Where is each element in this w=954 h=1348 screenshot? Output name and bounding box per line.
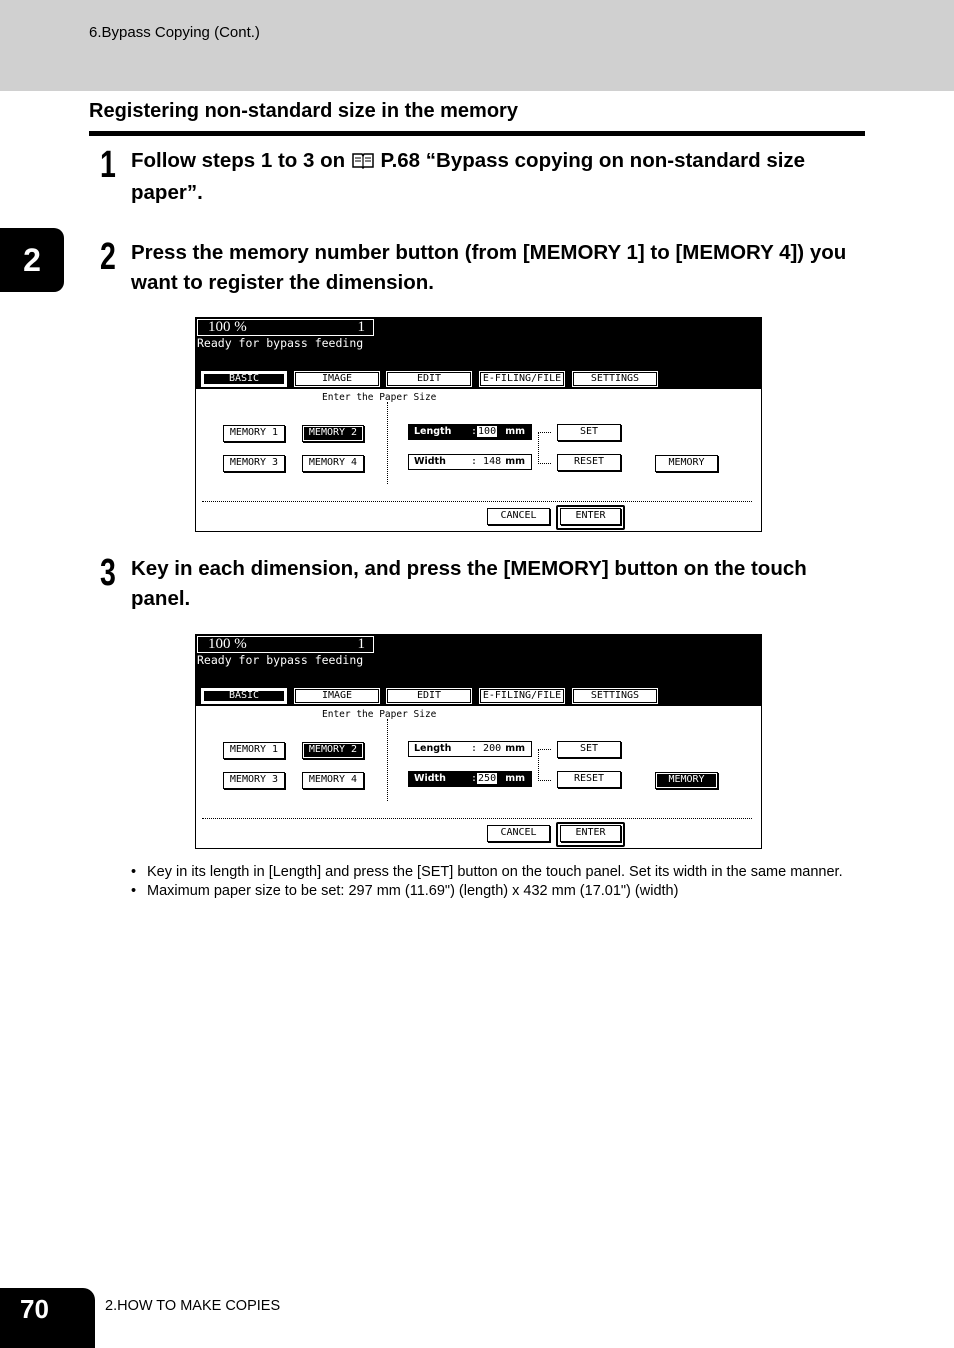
memory-3-button[interactable]: MEMORY 3 [223, 455, 285, 472]
section-title: Registering non-standard size in the memory [89, 100, 518, 122]
width-value: 148 [483, 456, 502, 467]
memory-3-button[interactable]: MEMORY 3 [223, 772, 285, 789]
length-field[interactable]: Length :100 mm [408, 424, 532, 440]
copy-count: 1 [357, 636, 365, 652]
step-text [131, 146, 871, 208]
zoom-ratio: 100 % [208, 319, 247, 335]
width-field[interactable]: Width : 148 mm [408, 454, 532, 470]
divider [202, 501, 752, 502]
length-unit: mm [505, 743, 525, 754]
length-label: Length [414, 743, 452, 754]
memory-1-button[interactable]: MEMORY 1 [223, 425, 285, 442]
connector-line [538, 432, 551, 464]
step-text: Key in each dimension, and press the [MEMORY] button on the touch panel. [131, 557, 807, 610]
length-label: Length [414, 426, 452, 437]
tab-e-filing[interactable]: E-FILING/FILE [479, 688, 565, 704]
length-unit: mm [505, 426, 525, 437]
zoom-display [197, 636, 374, 653]
cancel-button[interactable]: CANCEL [487, 508, 550, 525]
header-band [0, 0, 954, 91]
enter-button[interactable]: ENTER [560, 508, 621, 525]
step-text-after: P.68 “Bypass copying on non-standard size paper”. [131, 149, 806, 204]
width-unit: mm [505, 773, 525, 784]
divider [202, 818, 752, 819]
tab-settings[interactable]: SETTINGS [572, 371, 658, 387]
notes-list [131, 863, 843, 901]
connector-line [538, 749, 551, 781]
divider [387, 719, 388, 801]
length-value: 100 [478, 426, 497, 437]
note-item: • Key in its length in [Length] and press the [SET] button on the touch panel. Set its width in the same manner. [131, 863, 843, 882]
note-item: • Maximum paper size to be set: 297 mm (11.69") (length) x 432 mm (17.01") (width) [131, 882, 843, 901]
length-field[interactable]: Length : 200 mm [408, 741, 532, 757]
tab-edit[interactable]: EDIT [386, 371, 472, 387]
set-button[interactable]: SET [557, 741, 621, 758]
step-text: Press the memory number button (from [MEMORY 1] to [MEMORY 4]) you want to register the dimension. [131, 241, 847, 294]
running-header: 6.Bypass Copying (Cont.) [89, 24, 260, 41]
tab-image[interactable]: IMAGE [294, 688, 380, 704]
paper-size-prompt: Enter the Paper Size [322, 709, 437, 720]
memory-4-button[interactable]: MEMORY 4 [302, 772, 364, 789]
chapter-tab: 2 [0, 228, 64, 292]
memory-4-button[interactable]: MEMORY 4 [302, 455, 364, 472]
cancel-button[interactable]: CANCEL [487, 825, 550, 842]
memory-1-button[interactable]: MEMORY 1 [223, 742, 285, 759]
step-number: 2 [100, 236, 116, 278]
copy-count: 1 [357, 319, 365, 335]
divider [387, 402, 388, 484]
step-text-before: Follow steps 1 to 3 on [131, 149, 346, 172]
length-value: 200 [483, 743, 502, 754]
tab-basic[interactable]: BASIC [201, 371, 287, 387]
page-number: 70 [20, 1294, 49, 1324]
status-message: Ready for bypass feeding [197, 336, 364, 350]
footer-chapter: 2.HOW TO MAKE COPIES [105, 1298, 281, 1314]
width-unit: mm [505, 456, 525, 467]
step-number: 1 [100, 144, 116, 186]
status-message: Ready for bypass feeding [197, 653, 364, 667]
memory-2-button[interactable]: MEMORY 2 [302, 742, 364, 759]
zoom-display [197, 319, 374, 336]
enter-button[interactable]: ENTER [560, 825, 621, 842]
memory-button[interactable]: MEMORY [655, 772, 718, 789]
step-number: 3 [100, 552, 116, 594]
book-icon [351, 148, 375, 178]
touch-panel-2 [195, 634, 762, 849]
tab-edit[interactable]: EDIT [386, 688, 472, 704]
width-field[interactable]: Width :250 mm [408, 771, 532, 787]
touch-panel-1 [195, 317, 762, 532]
width-value: 250 [478, 773, 497, 784]
memory-2-button[interactable]: MEMORY 2 [302, 425, 364, 442]
reset-button[interactable]: RESET [557, 454, 621, 471]
width-label: Width [414, 456, 446, 467]
memory-button[interactable]: MEMORY [655, 455, 718, 472]
reset-button[interactable]: RESET [557, 771, 621, 788]
tab-settings[interactable]: SETTINGS [572, 688, 658, 704]
paper-size-prompt: Enter the Paper Size [322, 392, 437, 403]
zoom-ratio: 100 % [208, 636, 247, 652]
width-label: Width [414, 773, 446, 784]
title-rule [89, 131, 865, 136]
tab-e-filing[interactable]: E-FILING/FILE [479, 371, 565, 387]
set-button[interactable]: SET [557, 424, 621, 441]
tab-basic[interactable]: BASIC [201, 688, 287, 704]
page-number-tab [0, 1288, 95, 1348]
tab-image[interactable]: IMAGE [294, 371, 380, 387]
